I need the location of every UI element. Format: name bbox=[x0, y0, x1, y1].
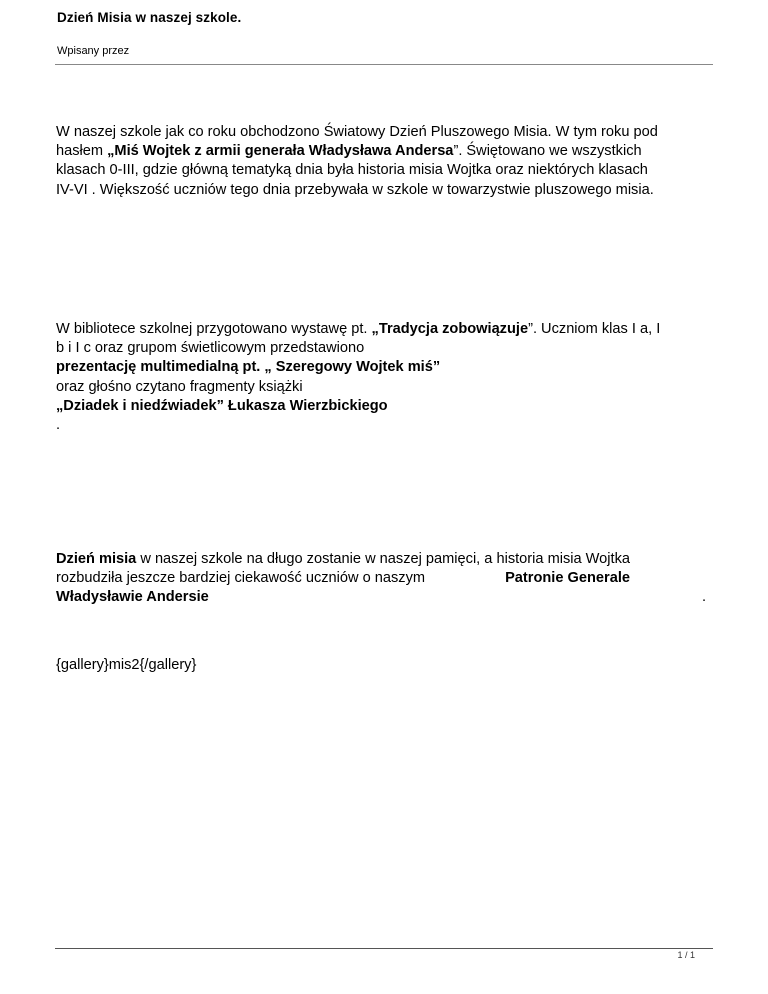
text-run: hasłem bbox=[56, 143, 108, 160]
page-number: 1 / 1 bbox=[677, 950, 695, 960]
article-paragraph-1 bbox=[56, 123, 706, 200]
text-run: w naszej szkole na długo zostanie w naszej pamięci, a historia misia Wojtka bbox=[136, 551, 631, 567]
paragraph-3-line-2 bbox=[56, 569, 706, 588]
paragraph-2-line-5 bbox=[56, 397, 706, 416]
paragraph-2-line-4: oraz głośno czytano fragmenty książki bbox=[56, 378, 303, 395]
paragraph-2-line-1 bbox=[56, 320, 706, 339]
paragraph-3-line-3 bbox=[56, 588, 706, 607]
text-run: . Uczniom klas I a, I bbox=[532, 321, 661, 337]
bold-patron-name: Władysławie Andersie bbox=[56, 589, 209, 606]
article-paragraph-2 bbox=[56, 320, 706, 435]
paragraph-1-line-4: IV-VI . Większość uczniów tego dnia przebywała w szkole w towarzystwie pluszowego misia. bbox=[56, 181, 654, 198]
bold-book-title: „Dziadek i niedźwiadek” Łukasza Wierzbickiego bbox=[56, 397, 388, 414]
closing-quote: ” bbox=[528, 321, 533, 337]
paragraph-1-line-3: klasach 0-III, gdzie główną tematyką dnia była historia misia Wojtka oraz niektórych klasach bbox=[56, 162, 648, 179]
paragraph-2-line-6: . bbox=[56, 417, 61, 434]
paragraph-3-line-1 bbox=[56, 550, 706, 569]
bold-event-name: Dzień misia bbox=[56, 551, 137, 567]
bold-presentation-title: prezentację multimedialną pt. „ Szeregowy Wojtek miś” bbox=[56, 359, 441, 376]
footer-divider bbox=[55, 948, 713, 949]
gallery-placeholder: {gallery}mis2{/gallery} bbox=[56, 657, 197, 673]
bold-patron: Patronie Generale bbox=[505, 570, 630, 587]
bold-exhibition-title: „Tradycja zobowiązuje bbox=[371, 321, 529, 337]
text-run: . bbox=[701, 589, 706, 606]
article-paragraph-3 bbox=[56, 550, 706, 608]
author-byline: Wpisany przez bbox=[57, 45, 130, 57]
bold-slogan: „Miś Wojtek z armii generała Władysława Andersa bbox=[107, 143, 454, 160]
paragraph-2-line-2: b i I c oraz grupom świetlicowym przedstawiono bbox=[56, 340, 365, 357]
paragraph-2-line-3 bbox=[56, 358, 706, 377]
text-run: rozbudziła jeszcze bardziej ciekawość uczniów o naszym bbox=[56, 570, 426, 587]
header-divider bbox=[55, 64, 713, 65]
page-title: Dzień Misia w naszej szkole. bbox=[57, 10, 242, 25]
text-run: W bibliotece szkolnej przygotowano wystawę pt. bbox=[56, 321, 372, 337]
paragraph-1-line-1: W naszej szkole jak co roku obchodzono Światowy Dzień Pluszowego Misia. W tym roku pod bbox=[56, 124, 658, 140]
paragraph-1-line-2 bbox=[56, 142, 706, 161]
text-run: . Świętowano we wszystkich bbox=[458, 143, 642, 160]
closing-quote: ” bbox=[453, 143, 459, 160]
